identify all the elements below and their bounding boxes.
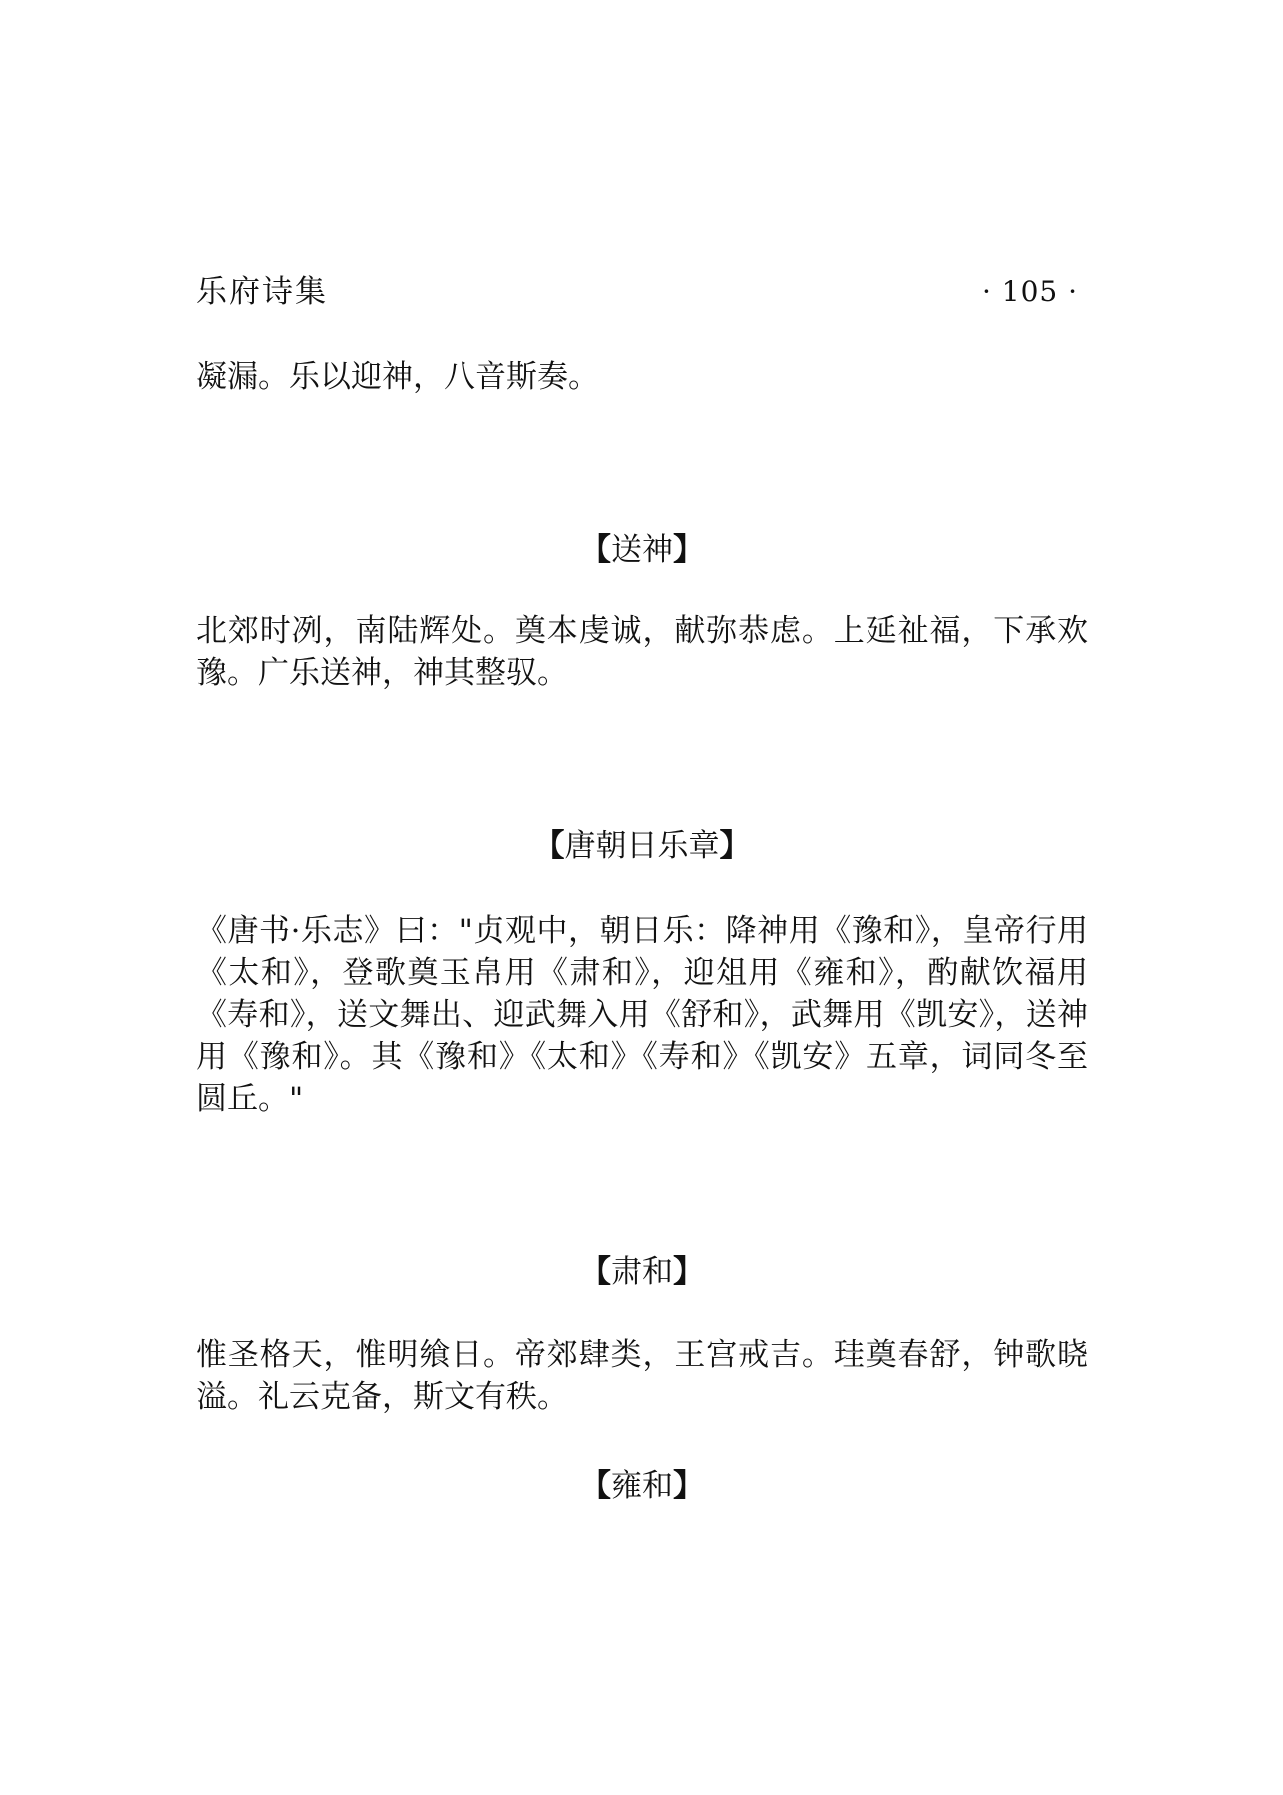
section-heading-songshen: [196, 528, 1088, 572]
bracket-open: 【: [533, 828, 565, 864]
bracket-open: 【: [580, 1254, 611, 1290]
section-heading-suhe: [196, 1250, 1088, 1294]
section-paragraph-songshen: 北郊时冽，南陆辉处。奠本虔诚，献弥恭虑。上延祉福，下承欢豫。广乐送神，神其整驭。: [196, 613, 1088, 691]
bracket-close: 】: [719, 828, 751, 864]
section-heading-text: 雍和: [611, 1468, 673, 1504]
section-paragraph-suhe: 惟圣格天，惟明飨日。帝郊肆类，王宫戒吉。珪奠春舒，钟歌晓溢。礼云克备，斯文有秩。: [196, 1337, 1088, 1415]
intro-tail-paragraph: 凝漏。乐以迎神，八音斯奏。: [196, 359, 599, 395]
bracket-close: 】: [673, 1468, 704, 1504]
section-heading-yonghe: [196, 1464, 1088, 1508]
section-heading-text: 唐朝日乐章: [564, 828, 720, 864]
bracket-close: 】: [673, 532, 704, 568]
bracket-open: 【: [580, 1468, 611, 1504]
bracket-close: 】: [673, 1254, 704, 1290]
page-number: · 105 ·: [982, 275, 1079, 308]
section-heading-tang-chaori: [196, 824, 1088, 868]
section-paragraph-tang-chaori: 《唐书·乐志》曰："贞观中，朝日乐：降神用《豫和》，皇帝行用《太和》，登歌奠玉帛用《肃和》，迎俎用《雍和》，酌献饮福用《寿和》，送文舞出、迎武舞入用《舒和》，武舞用《凯安》，送神用《豫和》。其《豫和》《太和》《寿和》《凯安》五章，词同冬至圆丘。": [196, 913, 1088, 1117]
section-heading-text: 送神: [611, 532, 673, 568]
section-heading-text: 肃和: [611, 1254, 673, 1290]
running-header-title: 乐府诗集: [196, 274, 328, 310]
bracket-open: 【: [580, 532, 611, 568]
